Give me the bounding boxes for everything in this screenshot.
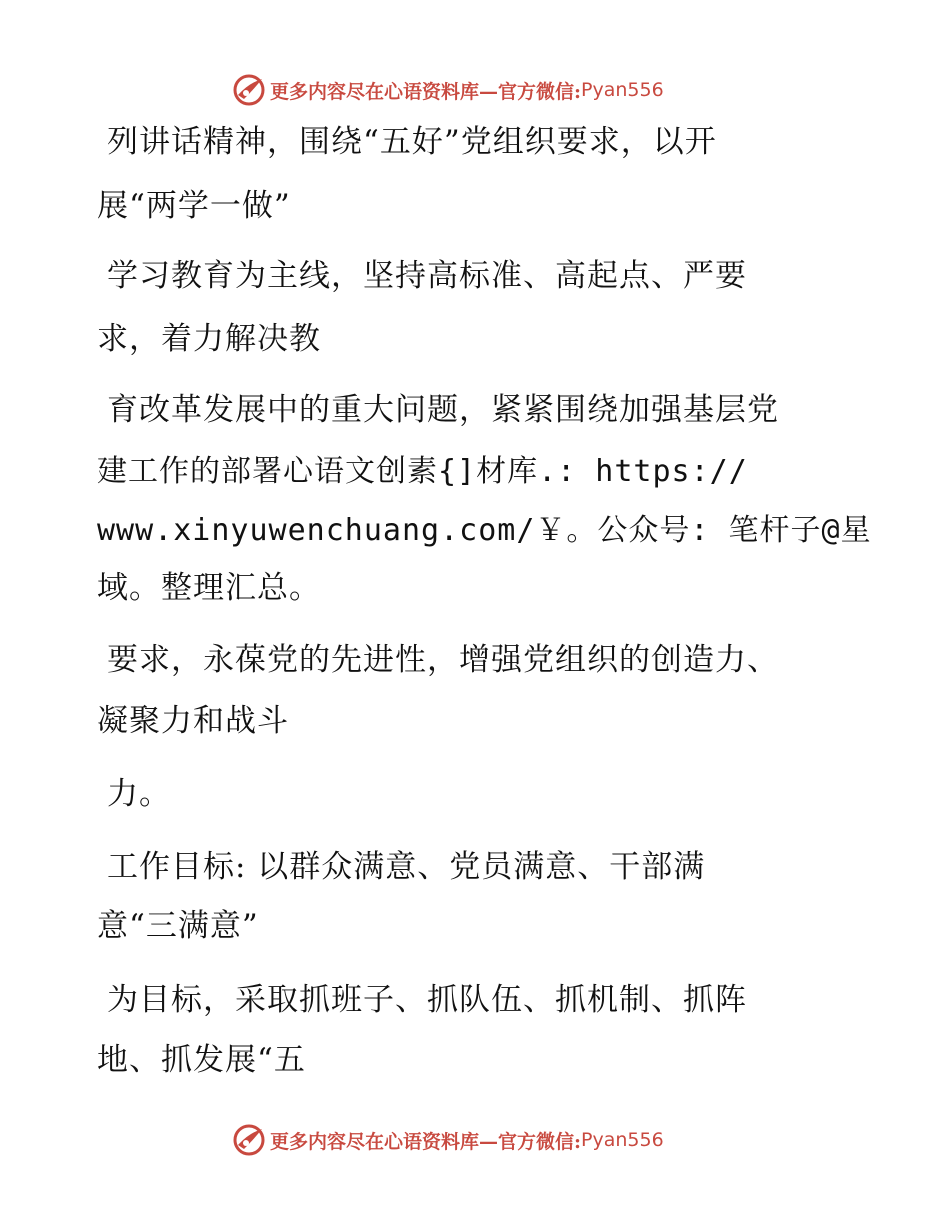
- body-line-15: 地、抓发展“五: [97, 1042, 306, 1078]
- body-line-6: 建工作的部署心语文创素{]材库.: https://: [97, 454, 748, 489]
- body-line-10: 凝聚力和战斗: [97, 703, 289, 739]
- body-line-7: www.xinyuwenchuang.com/￥。公众号: 笔杆子@星: [97, 513, 872, 548]
- body-line-13: 意“三满意”: [97, 908, 259, 944]
- banner-wechat-id: Pyan556: [581, 79, 664, 101]
- body-line-2: 展“两学一做”: [97, 188, 291, 224]
- banner-promo-text: 更多内容尽在心语资料库—官方微信:: [270, 1130, 582, 1153]
- body-line-1: 列讲话精神，围绕“五好”党组织要求，以开: [107, 124, 717, 160]
- footer-banner: [232, 1122, 712, 1158]
- body-line-8: 域。整理汇总。: [97, 570, 321, 606]
- banner-promo-text: 更多内容尽在心语资料库—官方微信:: [270, 80, 582, 103]
- body-line-14: 为目标，采取抓班子、抓队伍、抓机制、抓阵: [107, 982, 747, 1018]
- body-line-3: 学习教育为主线，坚持高标准、高起点、严要: [107, 258, 747, 294]
- body-line-11: 力。: [107, 776, 171, 812]
- header-banner: [232, 72, 712, 108]
- banner-wechat-id: Pyan556: [581, 1129, 664, 1151]
- body-line-4: 求，着力解决教: [97, 321, 321, 357]
- body-line-9: 要求，永葆党的先进性，增强党组织的创造力、: [107, 642, 779, 678]
- body-line-5: 育改革发展中的重大问题，紧紧围绕加强基层党: [107, 392, 779, 428]
- brush-logo-icon: [232, 1123, 266, 1157]
- body-line-12: 工作目标: 以群众满意、党员满意、干部满: [107, 849, 706, 885]
- brush-logo-icon: [232, 73, 266, 107]
